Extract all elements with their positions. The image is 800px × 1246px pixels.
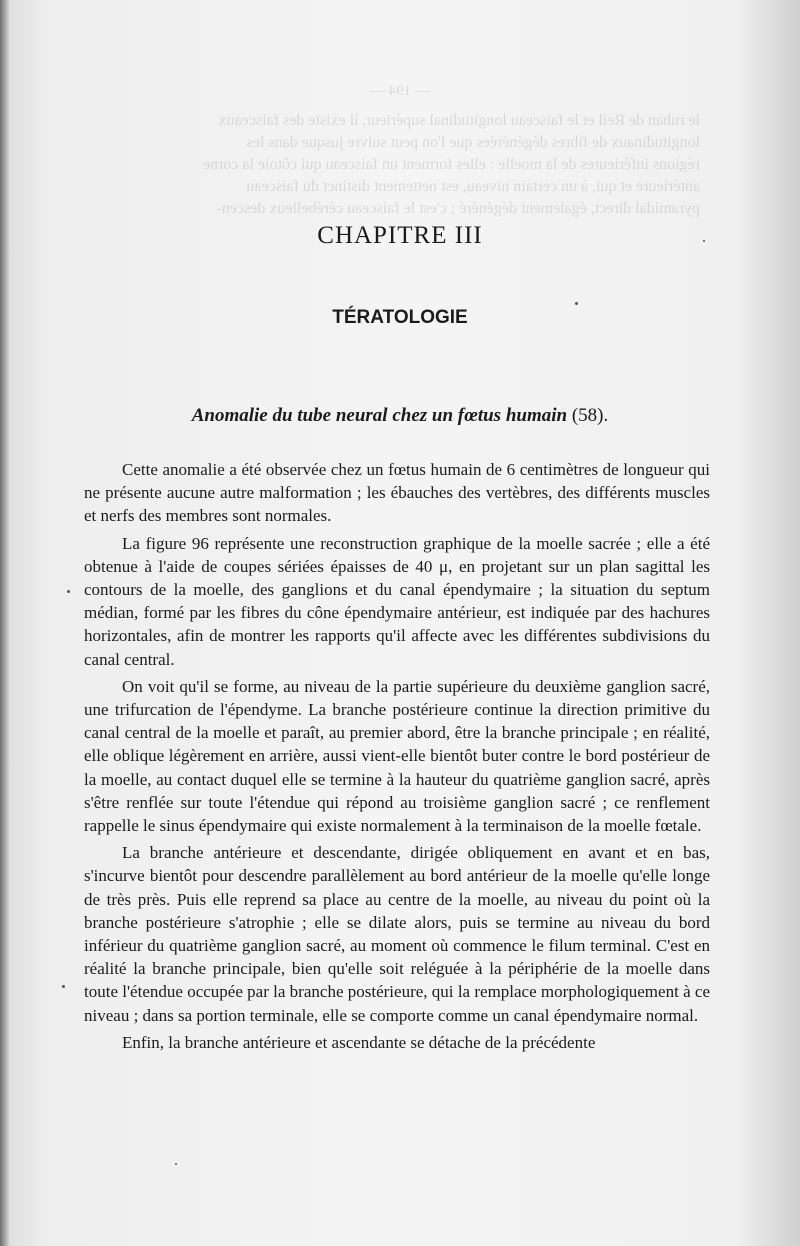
- paper-speck: [62, 985, 65, 988]
- bleed-through-page-number: — 194 —: [370, 83, 430, 99]
- paper-speck: [175, 1163, 177, 1165]
- page-binding-shadow: [0, 0, 10, 1246]
- paragraph: Enfin, la branche antérieure et ascendante se détache de la précédente: [122, 1032, 596, 1052]
- bleed-through-line: longitudinaux de fibres dégénérées que l'on peut suivre jusque dans les: [246, 134, 700, 151]
- bleed-through-line: pyramidal direct, également dégénéré ; c'est le faisceau cérébelleux descen-: [216, 200, 700, 217]
- paragraph: On voit qu'il se forme, au niveau de la partie supérieure du deuxième ganglion sacré, une trifurcation de l'épendyme. La branche postérieure continue la direction primitive du canal central de la moelle et paraît, au premier abord, être la branche principale ; en réalité, elle oblique légèrement en arrière, aussi vient-elle bientôt buter contre le bord postérieur de la moelle, au contact duquel elle se termine à la hauteur du quatrième ganglion sacré, après s'être renflée sur toute l'étendue qui répond au troisième ganglion sacré ; ce renflement rappelle le sinus épendymaire qui existe normalement à la terminaison de la moelle fœtale.: [84, 676, 710, 836]
- bleed-through-text: [100, 80, 700, 220]
- paragraph: Cette anomalie a été observée chez un fœtus humain de 6 centimètres de longueur qui ne présente aucune autre malformation ; les ébauches des vertèbres, des différents muscles et nerfs des membres sont normales.: [84, 460, 710, 526]
- paragraph: La branche antérieure et descendante, dirigée obliquement en avant et en bas, s'incurve bientôt pour descendre parallèlement au bord antérieur de la moelle qu'elle longe de très près. Puis elle reprend sa place au centre de la moelle, au niveau du point où la branche postérieure s'atrophie ; elle se dilate alors, puis se termine au niveau du bord inférieur du quatrième ganglion sacré, au moment où commence le filum terminal. C'est en réalité la branche principale, bien qu'elle soit reléguée à la périphérie de la moelle dans toute l'étendue occupée par la branche postérieure, qui la remplace morphologiquement à ce niveau ; dans sa portion terminale, elle se comporte comme un canal épendymaire normal.: [84, 843, 710, 1025]
- body-text: [84, 458, 710, 1058]
- paper-speck: [575, 302, 578, 305]
- bleed-through-line: le ruban de Reil et le faisceau longitudinal supérieur, il existe des faisceaux: [218, 112, 700, 129]
- paper-speck: [703, 240, 705, 242]
- bleed-through-line: régions inférieures de la moelle : elles forment un faisceau qui côtoie la corne: [202, 156, 700, 173]
- subtitle-reference: (58).: [567, 405, 609, 426]
- chapter-title: CHAPITRE III: [317, 222, 483, 249]
- section-title: TÉRATOLOGIE: [332, 307, 468, 328]
- paragraph: La figure 96 représente une reconstruction graphique de la moelle sacrée ; elle a été obtenue à l'aide de coupes sériées épaisses de 40 μ, en projetant sur un plan sagittal les contours de la moelle, des ganglions et du canal épendymaire ; la situation du septum médian, formé par les fibres du cône épendymaire antérieur, est indiquée par des hachures horizontales, afin de montrer les rapports qu'il affecte avec les différentes subdivisions du canal central.: [84, 533, 710, 669]
- paper-speck: [67, 590, 70, 593]
- subtitle: [0, 405, 800, 427]
- subtitle-text: Anomalie du tube neural chez un fœtus humain: [191, 405, 568, 426]
- bleed-through-line: antérieure et qui, à un certain niveau, est nettement distinct du faisceau: [246, 178, 700, 195]
